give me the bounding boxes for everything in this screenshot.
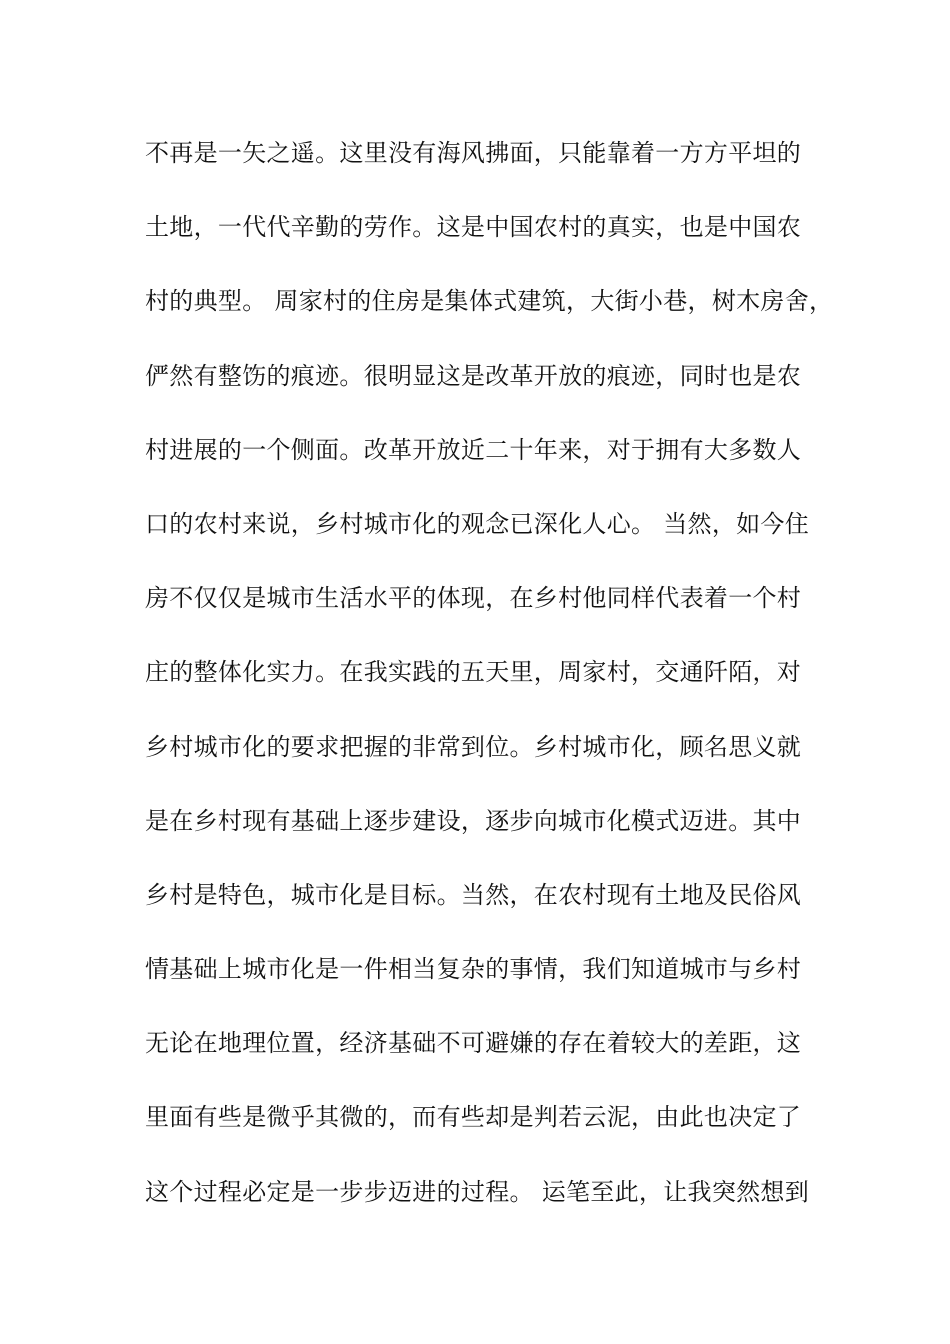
text-line: 无论在地理位置，经济基础不可避嫌的存在着较大的差距，这: [145, 1029, 802, 1058]
text-line: 俨然有整饬的痕迹。很明显这是改革开放的痕迹，同时也是农: [145, 361, 802, 390]
text-line: 情基础上城市化是一件相当复杂的事情，我们知道城市与乡村: [145, 955, 802, 984]
text-line: 是在乡村现有基础上逐步建设，逐步向城市化模式迈进。其中: [145, 806, 802, 835]
body-paragraph: [145, 131, 834, 1244]
text-line: 土地，一代代辛勤的劳作。这是中国农村的真实，也是中国农: [145, 213, 802, 242]
text-line: 庄的整体化实力。在我实践的五天里，周家村，交通阡陌，对: [145, 658, 802, 687]
text-line: 乡村是特色，城市化是目标。当然，在农村现有土地及民俗风: [145, 880, 802, 909]
text-line: 不再是一矢之遥。这里没有海风拂面，只能靠着一方方平坦的: [145, 139, 802, 167]
text-line: 乡村城市化的要求把握的非常到位。乡村城市化，顾名思义就: [145, 732, 802, 761]
text-line: 这个过程必定是一步步迈进的过程。 运笔至此，让我突然想到: [145, 1177, 810, 1206]
text-line: 口的农村来说，乡村城市化的观念已深化人心。 当然，如今住: [145, 509, 810, 538]
text-line: 房不仅仅是城市生活水平的体现，在乡村他同样代表着一个村: [145, 584, 802, 613]
text-line: 里面有些是微乎其微的，而有些却是判若云泥，由此也决定了: [145, 1103, 802, 1132]
text-line: 村进展的一个侧面。改革开放近二十年来，对于拥有大多数人: [145, 435, 802, 464]
text-line: 村的典型。 周家村的住房是集体式建筑，大街小巷，树木房舍，: [145, 287, 834, 316]
